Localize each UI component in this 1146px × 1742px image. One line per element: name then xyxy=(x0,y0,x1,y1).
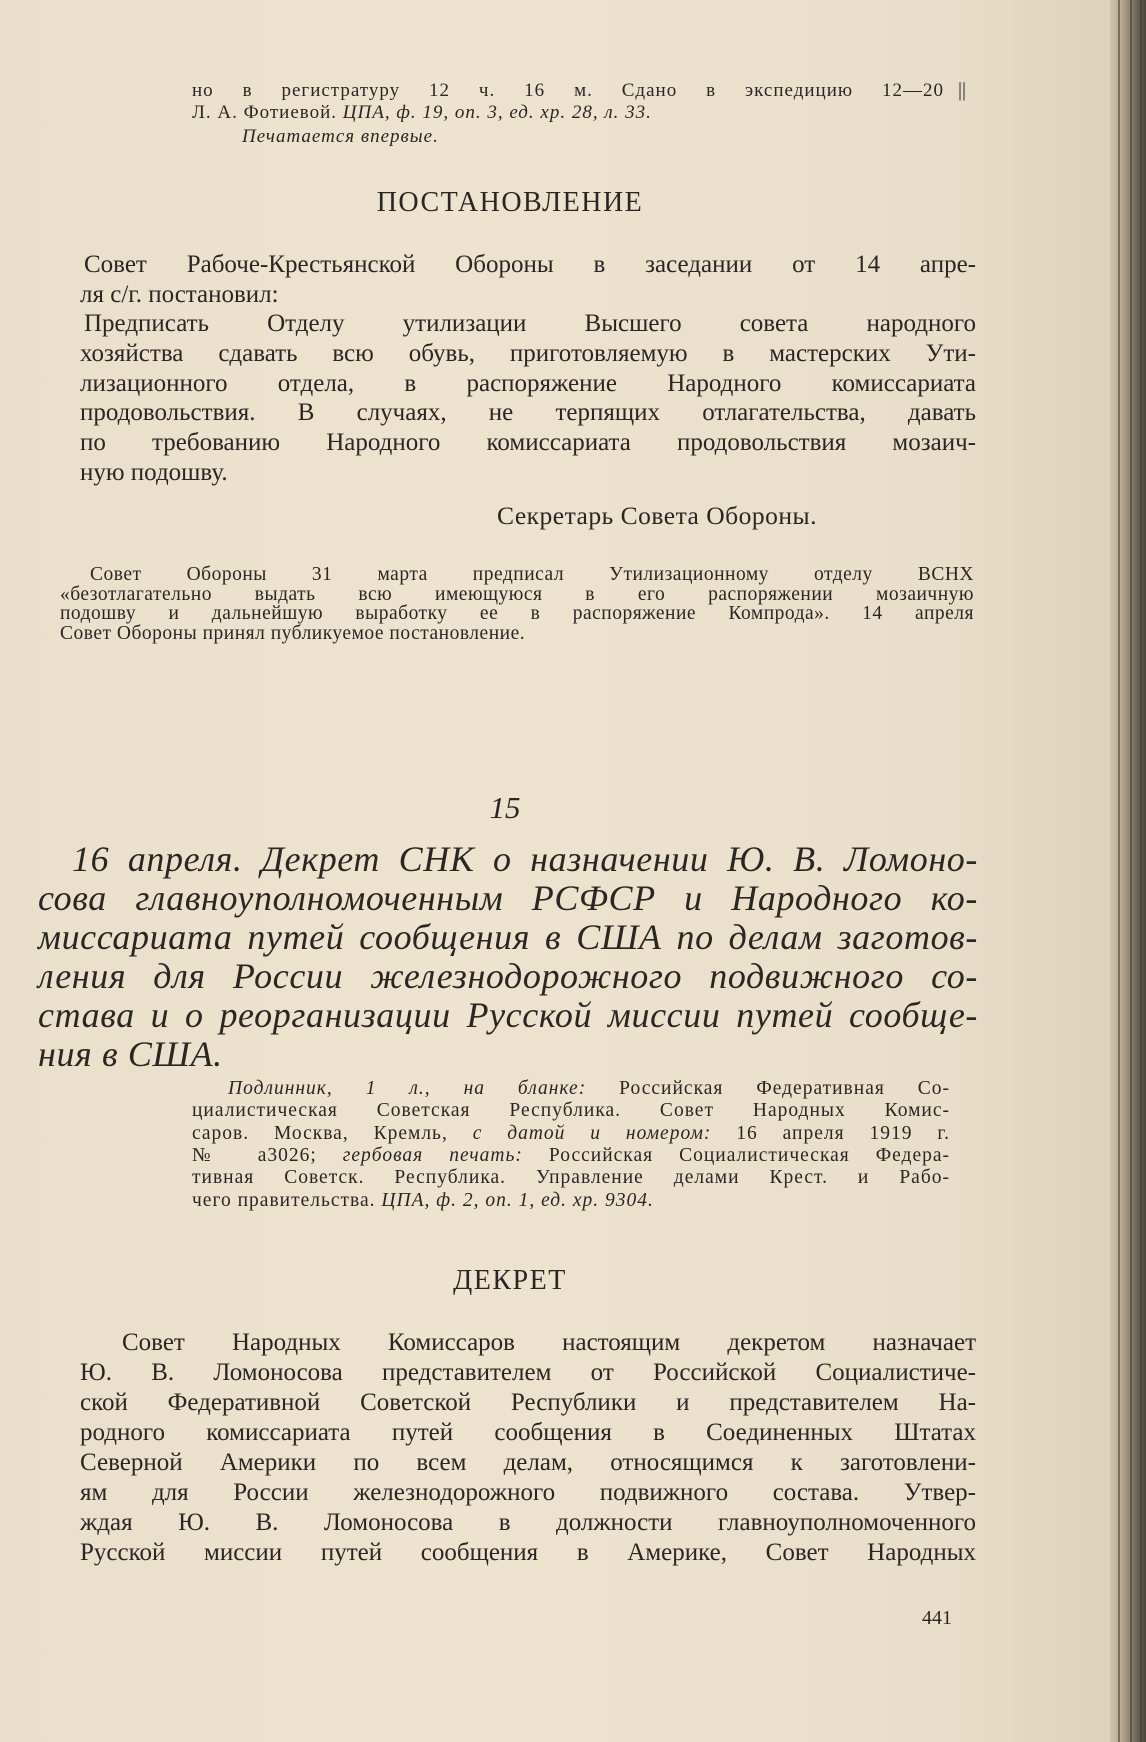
resolution-line: продовольствия. В случаях, не терпящих отлагательства, давать xyxy=(80,399,976,427)
footnote-line: Совет Обороны принял публикуемое постановление. xyxy=(60,622,526,644)
edge-line xyxy=(1130,0,1132,1742)
decree-line: Совет Народных Комиссаров настоящим декретом назначает xyxy=(122,1329,976,1356)
source-citation: № а3026; гербовая печать: Российская Социалистическая Федера- xyxy=(192,1145,951,1166)
decree-heading: ДЕКРЕТ xyxy=(453,1265,567,1296)
footnote-line: Совет Обороны 31 марта предписал Утилизационному отделу ВСНХ xyxy=(90,564,974,585)
title-line: става и о реорганизации Русской миссии путей сообще- xyxy=(38,995,978,1035)
decree-line: родного комиссариата путей сообщения в Соединенных Штатах xyxy=(80,1419,976,1446)
source-citation: чего правительства. ЦПА, ф. 2, оп. 1, ед. хр. 9304. xyxy=(192,1190,654,1211)
resolution-line: хозяйства сдавать всю обувь, приготовляемую в мастерских Ути- xyxy=(80,340,976,368)
title-line: сова главноуполномоченным РСФСР и Народного ко- xyxy=(38,878,978,918)
source-citation: тивная Советск. Республика. Управление делами Крест. и Рабо- xyxy=(192,1167,950,1188)
source-citation: Подлинник, 1 л., на бланке: Российская Федеративная Со- xyxy=(228,1078,951,1099)
decree-line: Ю. В. Ломоносова представителем от Российской Социалистиче- xyxy=(80,1359,976,1386)
resolution-footnote xyxy=(60,565,974,643)
resolution-line: лизационного отдела, в распоряжение Народного комиссариата xyxy=(80,369,976,397)
resolution-line: по требованию Народного комиссариата продовольствия мозаич- xyxy=(80,429,976,457)
edge-line xyxy=(1118,0,1120,1742)
source-citation: циалистическая Советская Республика. Совет Народных Комис- xyxy=(192,1100,950,1121)
page-number: 441 xyxy=(922,1607,952,1629)
resolution-line: ную подошву. xyxy=(80,458,228,486)
resolution-signature: Секретарь Совета Обороны. xyxy=(497,501,818,530)
resolution-line: Предписать Отделу утилизации Высшего совета народного xyxy=(84,310,976,338)
title-line: ния в США. xyxy=(38,1034,223,1074)
decree-line: ской Федеративной Советской Республики и представителем На- xyxy=(80,1389,976,1416)
source-citation: саров. Москва, Кремль, с датой и номером: 16 апреля 1919 г. xyxy=(192,1123,950,1144)
resolution-heading: ПОСТАНОВЛЕНИЕ xyxy=(376,187,644,218)
margin-marker: || xyxy=(958,79,967,101)
title-line: ления для России железнодорожного подвижного со- xyxy=(38,956,978,996)
page-edge-shadow xyxy=(1110,0,1146,1742)
resolution-line: Совет Рабоче-Крестьянской Обороны в заседании от 14 апре- xyxy=(84,251,976,278)
document-number: 15 xyxy=(489,790,521,825)
decree-line: ям для России железнодорожного подвижного состава. Утвер- xyxy=(80,1479,976,1506)
title-line: 16 апреля. Декрет СНК о назначении Ю. В. Ломоно- xyxy=(72,839,978,879)
title-line: миссариата путей сообщения в США по делам заготов- xyxy=(38,917,978,957)
decree-line: Русской миссии путей сообщения в Америке, Совет Народных xyxy=(80,1539,976,1566)
resolution-body xyxy=(80,250,976,488)
resolution-line: ля с/г. постановил: xyxy=(80,280,279,308)
footnote-line: «безотлагательно выдать всю имеющуюся в его распоряжении мозаичную xyxy=(60,583,974,605)
footnote-line: подошву и дальнейшую выработку ее в распоряжение Компрода». 14 апреля xyxy=(60,603,974,624)
decree-line: Северной Америки по всем делам, относящимся к заготовлени- xyxy=(80,1449,976,1476)
decree-body xyxy=(80,1328,976,1568)
archive-reference-line: Л. А. Фотиевой. ЦПА, ф. 19, оп. 3, ед. хр. 28, л. 33. xyxy=(192,102,652,123)
document-title xyxy=(38,840,978,1074)
edge-line xyxy=(1140,0,1142,1742)
decree-line: ждая Ю. В. Ломоносова в должности главноуполномоченного xyxy=(80,1509,976,1536)
first-publication-note: Печатается впервые. xyxy=(242,126,439,147)
archive-receipt-line: но в регистратуру 12 ч. 16 м. Сдано в экспедицию 12—20 xyxy=(192,80,944,101)
